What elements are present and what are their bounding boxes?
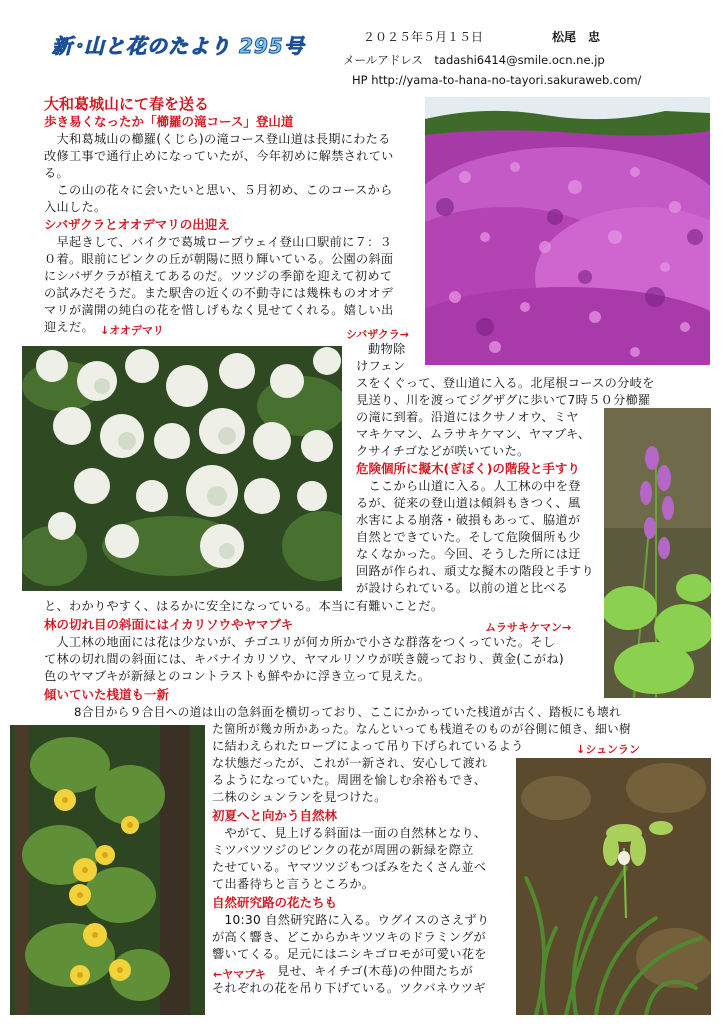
- text-line: けフェン: [356, 359, 406, 373]
- section-heading-forest-edge: 林の切れ目の斜面にはイカリソウやヤマブキ: [44, 617, 294, 632]
- homepage-url: HP http://yama-to-hana-no-tayori.sakuraweb.com/: [352, 73, 642, 87]
- text-line: マキケマン、ムラサキケマン、ヤマブキ、: [356, 427, 591, 441]
- text-line: それぞれの花を吊り下げている。ツクバネウツギ: [212, 981, 486, 995]
- text-line: が高く響き、どこからかキツツキのドラミングが: [212, 930, 486, 944]
- text-line: 大和葛城山の櫛羅(くじら)の滝コース登山道は長期にわたる: [44, 132, 391, 146]
- text-line: 人工林の地面には花は少ないが、チゴユリが何カ所かで小さな群落をつくっていた。そし: [44, 635, 556, 649]
- text-line: るが、従来の登山道は傾斜もきつく、風: [356, 496, 581, 510]
- text-line: が設けられている。以前の道と比べる: [356, 581, 569, 595]
- text-line: クサイチゴなどが咲いていた。: [356, 444, 530, 458]
- text-line: 動物除: [368, 342, 406, 356]
- shibazakura-photo: [425, 97, 710, 365]
- newsletter-masthead: 新･山と花のたより 295号: [52, 34, 305, 58]
- email-address: メールアドレス tadashi6414@smile.ocn.ne.jp: [343, 53, 605, 67]
- text-line: と、わかりやすく、はるかに安全になっている。本当に有難いことだ。: [44, 599, 444, 613]
- text-line: 8合目から９合目への道は山の急斜面を横切っており、ここにかかっていた桟道が古く、踏板にも壊れ: [62, 705, 621, 719]
- text-line: にシバザクラが植えてあるのだ。ツツジの季節を迎えて初めて: [44, 269, 393, 283]
- odemari-photo: [22, 346, 342, 591]
- text-line: 見せ、キイチゴ(木苺)の仲間たちが: [277, 964, 474, 978]
- shunran-photo: [516, 758, 711, 1015]
- text-line: 見送り、川を渡ってジグザグに歩いて7時５０分櫛羅: [356, 393, 651, 407]
- text-line: な状態だったが、これが一新され、安心して渡れ: [212, 756, 488, 770]
- text-line: た箇所が幾カ所かあった。なんといっても桟道そのものが谷側に傾き、細い樹: [212, 722, 631, 736]
- caption-shibazakura: シバザクラ→: [346, 328, 410, 341]
- text-line: マリが満開の純白の花を惜しげもなく見せてくれる。嬉しい出: [44, 303, 394, 317]
- text-line: て出番待ちと言うところか。: [212, 877, 375, 891]
- section-heading-nature-path: 自然研究路の花たちも: [212, 895, 338, 910]
- section-heading-boardwalk: 傾いていた桟道も一新: [44, 687, 170, 702]
- caption-yamabuki: ←ヤマブキ: [213, 968, 266, 981]
- text-line: る。: [44, 166, 69, 180]
- caption-odemari: ↓オオデマリ: [100, 324, 164, 337]
- text-line: ０着。眼前にピンクの丘が朝陽に照り輝いている。公園の斜面: [44, 252, 394, 266]
- text-line: ここから山道に入る。人工林の中を登: [356, 479, 581, 493]
- caption-murasakikeman: ムラサキケマン→: [485, 621, 572, 634]
- text-line: の試みだそうだ。また駅舎の近くの不動寺には幾株ものオオデ: [44, 286, 394, 300]
- caption-shunran: ↓シュンラン: [576, 743, 640, 756]
- issue-date: ２０２５年５月１５日: [363, 30, 484, 44]
- section-heading-early-summer: 初夏へと向かう自然林: [212, 808, 338, 823]
- author-name: 松尾 忠: [552, 30, 601, 44]
- text-line: 早起きして、バイクで葛城ロープウェイ登山口駅前に７：３: [44, 235, 393, 249]
- text-line: スをくぐって、登山道に入る。北尾根コースの分岐を: [356, 376, 655, 390]
- text-line: ミツバツツジのピンクの花が周囲の新緑を際立: [212, 843, 474, 857]
- text-line: 二株のシュンランを見つけた。: [212, 790, 387, 804]
- text-line: 水害による崩落・破損もあって、脇道が: [356, 513, 581, 527]
- text-line: やがて、見上げる斜面は一面の自然林となり、: [212, 826, 487, 840]
- murasakikeman-photo: [604, 408, 711, 698]
- text-line: たせている。ヤマツツジもつぼみをたくさん並べ: [212, 860, 487, 874]
- text-line: 自然とできていた。そして危険個所も少: [356, 530, 581, 544]
- text-line: 10:30 自然研究路に入る。ウグイスのさえずり: [212, 913, 490, 927]
- text-line: て林の切れ間の斜面には、キバナイカリソウ、ヤマルリソウが咲き競っており、黄金(こがね): [44, 652, 564, 666]
- text-line: この山の花々に会いたいと思い、５月初め、このコースから: [44, 183, 393, 197]
- text-line: 響いてくる。足元にはニシキゴロモが可愛い花を: [212, 947, 487, 961]
- text-line: の滝に到着。沿道にはクサノオウ、ミヤ: [356, 410, 579, 424]
- text-line: 改修工事で通行止めになっていたが、今年初めに解禁されてい: [44, 149, 394, 163]
- text-line: なくなかった。今回、そうした所には迂: [356, 547, 581, 561]
- section-heading-stairs: 危険個所に擬木(ぎぼく)の階段と手すり: [356, 461, 580, 476]
- text-line: 迎えだ。: [44, 320, 94, 334]
- text-line: 回路が作られ、頑丈な擬木の階段と手すり: [356, 564, 594, 578]
- text-line: 入山した。: [44, 200, 107, 214]
- text-line: るようになっていた。周囲を愉しむ余裕もでき、: [212, 773, 487, 787]
- yamabuki-photo: [10, 725, 205, 1015]
- article-title: 大和葛城山にて春を送る: [44, 95, 210, 113]
- text-line: 色のヤマブキが新緑とのコントラストも鮮やかに浮き立って見えた。: [44, 669, 431, 683]
- text-line: に結わえられたロープによって吊り下げられているよう: [212, 739, 524, 753]
- section-heading-trail: 歩き易くなったか「櫛羅の滝コース」登山道: [44, 114, 294, 129]
- section-heading-welcome: シバザクラとオオデマリの出迎え: [44, 217, 230, 232]
